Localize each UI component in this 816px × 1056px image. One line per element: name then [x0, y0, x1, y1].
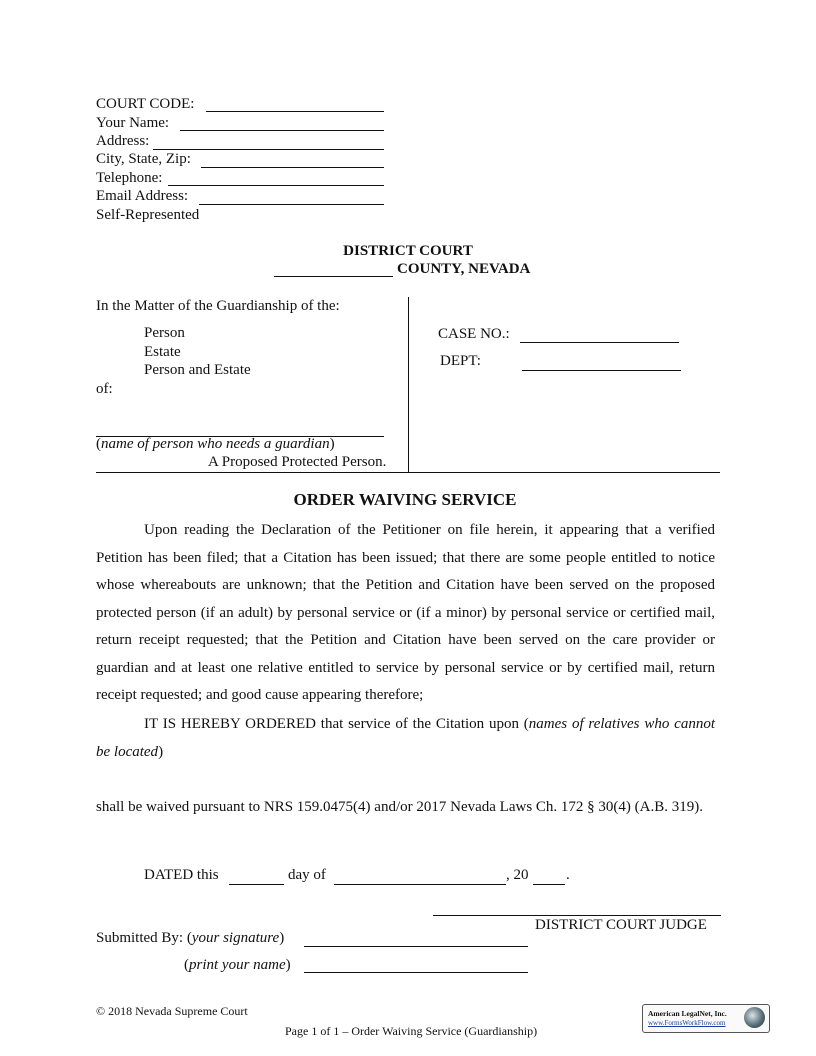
- paragraph-waiver-text: shall be waived pursuant to NRS 159.0475(4) and/or 2017 Nevada Laws Ch. 172 § 30(4) (A.B. 319).: [96, 799, 703, 815]
- american-legalnet-logo[interactable]: [642, 1004, 770, 1033]
- paragraph-findings-text: Upon reading the Declaration of the Petitioner on file herein, it appearing that a verified Petition has been filed; that a Citation has been issued; that there are some people entitled to notice whose whereabouts are unknown; that the Petition and Citation have been served on the proposed protected person (if an adult) by personal service or (if a minor) by personal service or certified mail, return receipt requested; that the Petition and Citation have been served on the care provider or guardian and at least one relative entitled to service by personal service or by certified mail, return receipt requested; and good cause appearing therefore;: [96, 522, 715, 703]
- logo-company-name: American LegalNet, Inc.: [648, 1009, 727, 1018]
- year-prefix: , 20: [506, 867, 529, 883]
- telephone-label: Telephone:: [96, 170, 163, 186]
- document-title: ORDER WAIVING SERVICE: [293, 490, 517, 509]
- dated-this-label: DATED this: [144, 867, 219, 883]
- paragraph-order-lead: IT IS HEREBY ORDERED that service of the Citation upon (: [144, 716, 529, 732]
- paragraph-waiver: [96, 794, 715, 822]
- telephone-row: [96, 169, 162, 187]
- telephone-field[interactable]: [168, 185, 384, 186]
- address-label: Address:: [96, 133, 150, 149]
- dated-period: .: [566, 867, 570, 883]
- court-code-row: [96, 95, 194, 113]
- your-signature-hint: your signature: [191, 930, 280, 946]
- option-person[interactable]: Person: [144, 325, 185, 341]
- email-field[interactable]: [199, 204, 384, 205]
- submitter-signature-field[interactable]: [304, 946, 528, 947]
- name-hint: (name of person who needs a guardian): [96, 436, 335, 452]
- logo-website[interactable]: www.FormsWorkFlow.com: [648, 1019, 726, 1027]
- city-state-zip-field[interactable]: [201, 167, 384, 168]
- submitted-by-label: Submitted By: (your signature): [96, 930, 285, 946]
- court-code-field[interactable]: [206, 111, 384, 112]
- print-name-label: (print your name): [184, 957, 291, 973]
- email-row: [96, 187, 188, 205]
- city-state-zip-row: [96, 150, 191, 168]
- paragraph-order-italic: names of relatives who cannot be located: [96, 716, 715, 760]
- name-hint-text: name of person who needs a guardian: [101, 436, 330, 452]
- dept-label: DEPT:: [440, 353, 481, 369]
- of-label: of:: [96, 381, 113, 397]
- dept-field[interactable]: [522, 370, 681, 371]
- option-estate[interactable]: Estate: [144, 344, 181, 360]
- globe-icon: [744, 1007, 765, 1028]
- paragraph-order: [96, 711, 715, 766]
- option-person-and-estate[interactable]: Person and Estate: [144, 362, 251, 378]
- caption-bottom-rule: [96, 472, 720, 473]
- judge-signature-line[interactable]: [433, 915, 721, 916]
- day-of-label: day of: [288, 867, 326, 883]
- your-name-field[interactable]: [180, 130, 384, 131]
- county-field[interactable]: [274, 276, 393, 277]
- your-name-label: Your Name:: [96, 115, 170, 131]
- caption-vertical-divider: [408, 297, 409, 472]
- dated-year-field[interactable]: [533, 884, 565, 885]
- paragraph-order-tail: ): [158, 743, 164, 760]
- protected-person-label: A Proposed Protected Person.: [208, 454, 387, 470]
- paragraph-findings: [96, 517, 715, 710]
- email-label: Email Address:: [96, 188, 189, 204]
- dated-day-field[interactable]: [229, 884, 284, 885]
- dated-month-field[interactable]: [334, 884, 506, 885]
- city-state-zip-label: City, State, Zip:: [96, 151, 191, 167]
- address-row: [96, 132, 149, 150]
- judge-label: DISTRICT COURT JUDGE: [535, 917, 707, 933]
- print-name-hint: print your name: [189, 957, 286, 973]
- self-represented-row: [96, 206, 199, 224]
- page-footer: Page 1 of 1 – Order Waiving Service (Guardianship): [285, 1024, 538, 1038]
- court-name: DISTRICT COURT: [343, 243, 473, 259]
- case-no-field[interactable]: [520, 342, 679, 343]
- copyright-notice: © 2018 Nevada Supreme Court: [96, 1004, 248, 1018]
- court-code-label: COURT CODE:: [96, 96, 195, 112]
- case-no-label: CASE NO.:: [438, 326, 510, 342]
- your-name-row: [96, 114, 169, 132]
- county-state: COUNTY, NEVADA: [397, 261, 531, 277]
- matter-heading: In the Matter of the Guardianship of the:: [96, 298, 340, 314]
- print-name-field[interactable]: [304, 972, 528, 973]
- submitted-by-text: Submitted By: (: [96, 930, 192, 946]
- self-represented-label: Self-Represented: [96, 207, 200, 223]
